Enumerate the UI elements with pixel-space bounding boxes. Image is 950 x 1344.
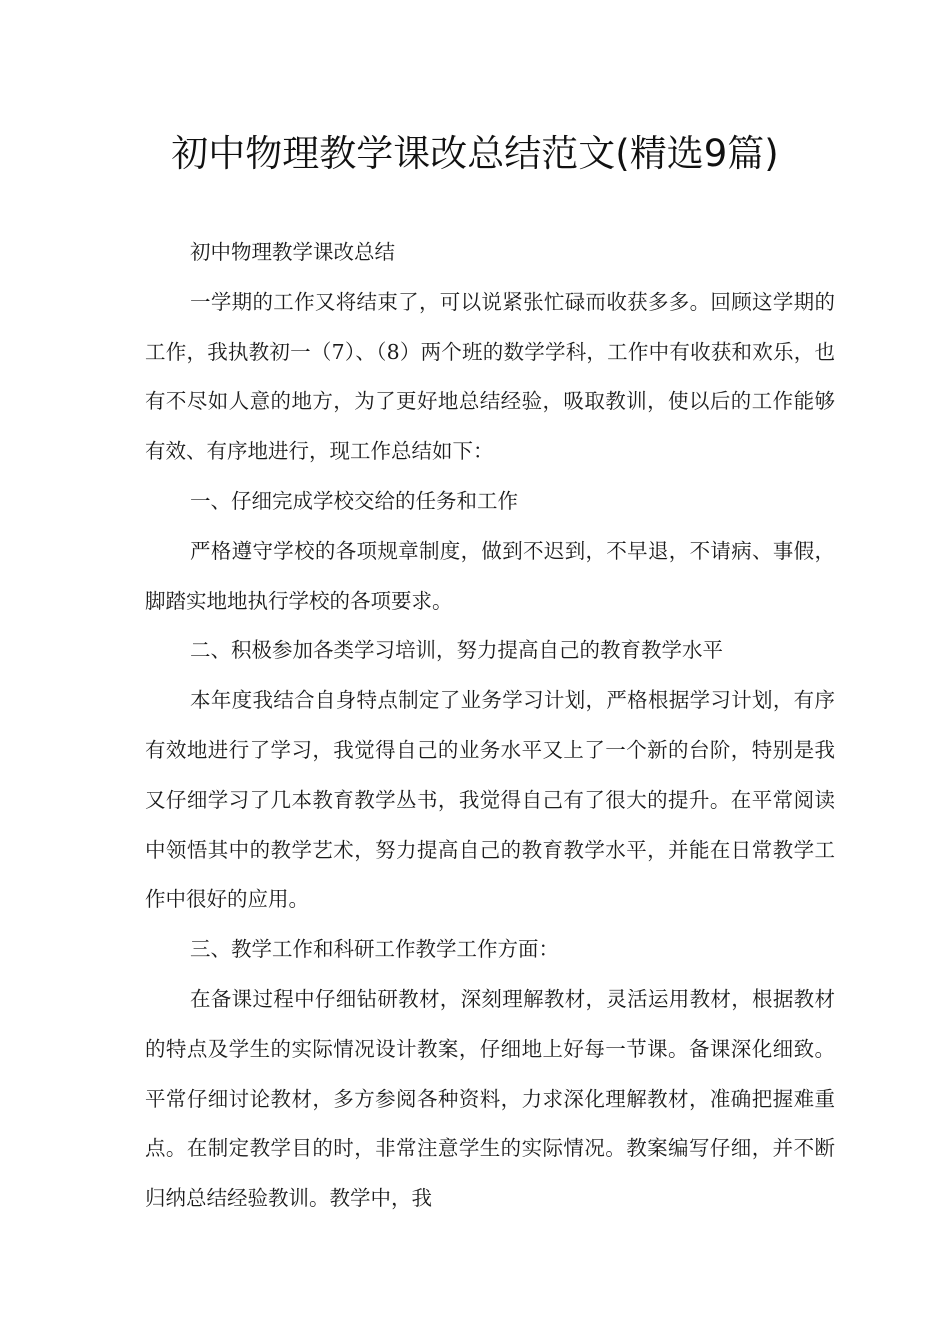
paragraph-intro: 一学期的工作又将结束了，可以说紧张忙碌而收获多多。回顾这学期的工作，我执教初一（7）、（8）两个班的数学学科，工作中有收获和欢乐，也有不尽如人意的地方，为了更好地总结经验，吸取教训，使以后的工作能够有效、有序地进行，现工作总结如下：: [145, 289, 835, 464]
paragraph-section-2: 本年度我结合自身特点制定了业务学习计划，严格根据学习计划，有序有效地进行了学习，我觉得自己的业务水平又上了一个新的台阶，特别是我又仔细学习了几本教育教学丛书，我觉得自己有了很大的提升。在平常阅读中领悟其中的教学艺术，努力提高自己的教育教学水平，并能在日常教学工作中很好的应用。: [145, 688, 835, 912]
paragraph-section-3: 在备课过程中仔细钻研教材，深刻理解教材，灵活运用教材，根据教材的特点及学生的实际情况设计教案，仔细地上好每一节课。备课深化细致。平常仔细讨论教材，多方参阅各种资料，力求深化理解教材，准确把握难重点。在制定教学目的时，非常注意学生的实际情况。教案编写仔细，并不断归纳总结经验教训。教学中，我: [145, 986, 835, 1211]
section-heading-1: 一、仔细完成学校交给的任务和工作: [190, 488, 518, 513]
paragraph-section-1: 严格遵守学校的各项规章制度，做到不迟到，不早退，不请病、事假，脚踏实地地执行学校的各项要求。: [145, 538, 835, 613]
document-body: [145, 228, 835, 1224]
section-heading-2: 二、积极参加各类学习培训，努力提高自己的教育教学水平: [190, 638, 723, 663]
document-title: 初中物理教学课改总结范文(精选9篇): [171, 132, 779, 175]
section-heading-3: 三、教学工作和科研工作教学工作方面：: [190, 937, 559, 962]
paragraph-subtitle: 初中物理教学课改总结: [190, 240, 395, 264]
